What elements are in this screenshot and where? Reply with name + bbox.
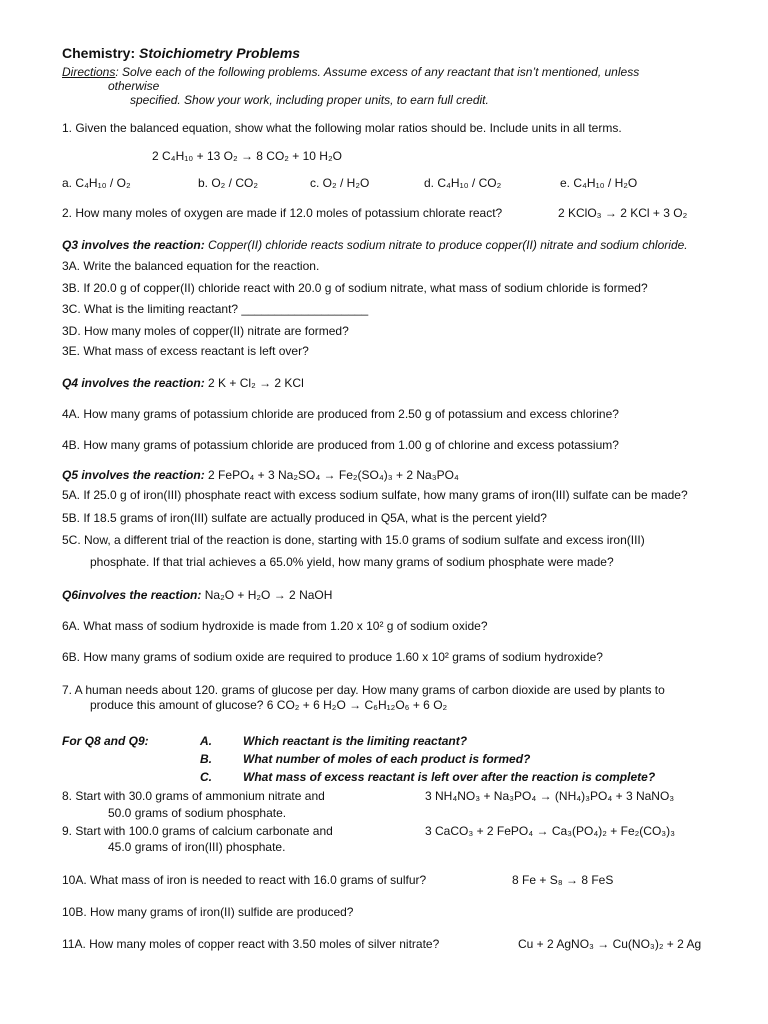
q5-equation: 2 FePO₄ + 3 Na₂SO₄ → Fe₂(SO₄)₃ + 2 Na₃PO₄	[204, 468, 459, 482]
directions-label: Directions	[62, 65, 116, 79]
q9-line-2: 45.0 grams of iron(III) phosphate.	[108, 840, 286, 854]
q1-ratio-a: a. C₄H₁₀ / O₂	[62, 176, 131, 190]
q1-ratio-b: b. O₂ / CO₂	[198, 176, 258, 190]
q89-b-text: What number of moles of each product is formed?	[243, 752, 531, 766]
q10a: 10A. What mass of iron is needed to react with 16.0 grams of sulfur?	[62, 873, 427, 887]
q4-intro-label: Q4 involves the reaction:	[62, 376, 205, 390]
q8-line-1: 8. Start with 30.0 grams of ammonium nitrate and	[62, 789, 325, 803]
directions-line-2: otherwise	[108, 79, 160, 93]
q10b: 10B. How many grams of iron(II) sulfide are produced?	[62, 905, 354, 919]
q2-prompt: 2. How many moles of oxygen are made if 12.0 moles of potassium chlorate react?	[62, 206, 503, 220]
q4-equation: 2 K + Cl₂ → 2 KCl	[204, 376, 304, 390]
q9-equation: 3 CaCO₃ + 2 FePO₄ → Ca₃(PO₄)₂ + Fe₂(CO₃)₃	[425, 824, 676, 838]
q8-line-2: 50.0 grams of sodium phosphate.	[108, 806, 287, 820]
q1-equation: 2 C₄H₁₀ + 13 O₂ → 8 CO₂ + 10 H₂O	[152, 149, 342, 163]
q6-intro-label: Q6involves the reaction:	[62, 588, 202, 602]
q3-intro-label: Q3 involves the reaction:	[62, 238, 205, 252]
q4b: 4B. How many grams of potassium chloride are produced from 1.00 g of chlorine and excess potassium?	[62, 438, 619, 452]
title-main: Stoichiometry Problems	[139, 45, 301, 61]
q7-line-1: 7. A human needs about 120. grams of glucose per day. How many grams of carbon dioxide are used by plants to	[62, 683, 665, 697]
q3-intro-text: Copper(II) chloride reacts sodium nitrate to produce copper(II) nitrate and sodium chloride.	[204, 238, 688, 252]
q4a: 4A. How many grams of potassium chloride are produced from 2.50 g of potassium and excess chlorine?	[62, 407, 619, 421]
q2-equation: 2 KClO₃ → 2 KCl + 3 O₂	[558, 206, 688, 220]
q5a: 5A. If 25.0 g of iron(III) phosphate react with excess sodium sulfate, how many grams of iron(III) sulfate can be made?	[62, 488, 688, 502]
q6b: 6B. How many grams of sodium oxide are required to produce 1.60 x 10² grams of sodium hydroxide?	[62, 650, 603, 664]
q89-c-letter: C.	[200, 770, 212, 784]
q9-line-1: 9. Start with 100.0 grams of calcium carbonate and	[62, 824, 333, 838]
q1-prompt: 1. Given the balanced equation, show what the following molar ratios should be. Include units in all terms.	[62, 121, 622, 135]
q89-a-letter: A.	[200, 734, 212, 748]
q3d: 3D. How many moles of copper(II) nitrate are formed?	[62, 324, 349, 338]
q89-a-text: Which reactant is the limiting reactant?	[243, 734, 468, 748]
q89-b-letter: B.	[200, 752, 212, 766]
q1-ratio-d: d. C₄H₁₀ / CO₂	[424, 176, 502, 190]
q89-c-text: What mass of excess reactant is left over after the reaction is complete?	[243, 770, 656, 784]
q3b: 3B. If 20.0 g of copper(II) chloride react with 20.0 g of sodium nitrate, what mass of sodium chloride is formed?	[62, 281, 648, 295]
q6-intro	[62, 588, 332, 603]
q3c: 3C. What is the limiting reactant? ___________________	[62, 302, 369, 316]
page-title	[62, 46, 300, 61]
q5-intro	[62, 468, 459, 483]
q7-line-2: produce this amount of glucose? 6 CO₂ + 6 H₂O → C₆H₁₂O₆ + 6 O₂	[90, 698, 448, 712]
q11a-equation: Cu + 2 AgNO₃ → Cu(NO₃)₂ + 2 Ag	[518, 937, 702, 951]
q1-ratio-c: c. O₂ / H₂O	[310, 176, 370, 190]
q89-label: For Q8 and Q9:	[62, 734, 149, 748]
directions-text-1: : Solve each of the following problems. Assume excess of any reactant that isn’t mentioned, unless	[115, 65, 640, 79]
q11a: 11A. How many moles of copper react with 3.50 moles of silver nitrate?	[62, 937, 440, 951]
q4-intro	[62, 376, 304, 391]
q1-ratio-e: e. C₄H₁₀ / H₂O	[560, 176, 638, 190]
q3a: 3A. Write the balanced equation for the reaction.	[62, 259, 320, 273]
q5c-line-2: phosphate. If that trial achieves a 65.0% yield, how many grams of sodium phosphate were made?	[90, 555, 614, 569]
title-prefix: Chemistry:	[62, 45, 136, 61]
directions-line-1	[62, 65, 639, 80]
q5-intro-label: Q5 involves the reaction:	[62, 468, 205, 482]
directions-line-3: specified. Show your work, including proper units, to earn full credit.	[130, 93, 489, 107]
q6a: 6A. What mass of sodium hydroxide is made from 1.20 x 10² g of sodium oxide?	[62, 619, 488, 633]
q5c-line-1: 5C. Now, a different trial of the reaction is done, starting with 15.0 grams of sodium sulfate and excess iron(III)	[62, 533, 645, 547]
q8-equation: 3 NH₄NO₃ + Na₃PO₄ → (NH₄)₃PO₄ + 3 NaNO₃	[425, 789, 675, 803]
q6-equation: Na₂O + H₂O → 2 NaOH	[201, 588, 333, 602]
q5b: 5B. If 18.5 grams of iron(III) sulfate are actually produced in Q5A, what is the percent yield?	[62, 511, 547, 525]
q3e: 3E. What mass of excess reactant is left over?	[62, 344, 309, 358]
q3-intro	[62, 238, 688, 253]
q10a-equation: 8 Fe + S₈ → 8 FeS	[512, 873, 614, 887]
